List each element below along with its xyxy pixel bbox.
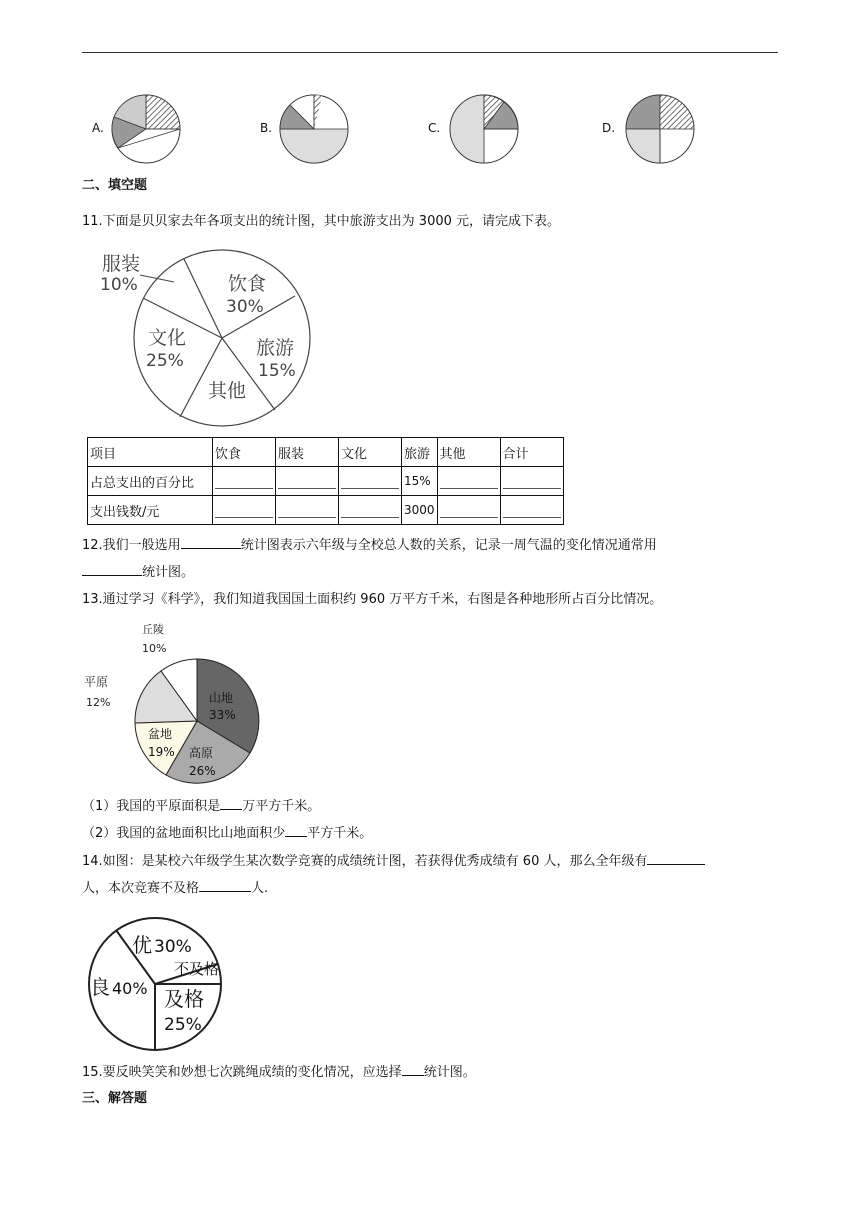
answer-blank[interactable] <box>437 467 500 496</box>
q14-line2 <box>82 879 268 898</box>
answer-blank[interactable] <box>213 496 276 525</box>
q12-text-b: 统计图表示六年级与全校总人数的关系，记录一周气温的变化情况通常用 <box>240 538 657 553</box>
q11-pct-fuzhuang: 10% <box>100 275 138 295</box>
answer-blank[interactable] <box>276 496 339 525</box>
q14-pct-you: 30% <box>154 937 192 957</box>
answer-blank[interactable] <box>220 797 242 810</box>
q14-pct-jige: 25% <box>164 1015 202 1035</box>
q11-label-qita: 其他 <box>208 380 247 402</box>
q12-line1 <box>82 536 657 555</box>
answer-blank[interactable] <box>647 852 705 865</box>
q11-pie-chart <box>88 240 328 430</box>
answer-blank[interactable] <box>276 467 339 496</box>
header-rule <box>82 52 778 53</box>
answer-blank[interactable] <box>500 467 563 496</box>
q14-label-jige: 及格 <box>164 987 204 1011</box>
q13-sub2 <box>82 824 372 843</box>
section2-heading: 二、填空题 <box>82 178 148 193</box>
option-b-label: B. <box>260 121 273 135</box>
q14-pct-liang: 40% <box>112 979 148 998</box>
answer-blank[interactable] <box>213 467 276 496</box>
q13-sub1 <box>82 797 320 816</box>
table-header-cell: 合计 <box>500 438 563 467</box>
q11-label-lvyou: 旅游 <box>256 337 295 359</box>
table-header-cell: 旅游 <box>402 438 438 467</box>
q11-label-fuzhuang: 服装 <box>102 253 141 275</box>
table-header-cell: 项目 <box>88 438 213 467</box>
q13-label-pendi: 盆地 <box>148 727 173 741</box>
q15-text-b: 统计图。 <box>423 1065 476 1080</box>
q14-text-c: 人. <box>251 881 269 896</box>
q13-pct-shandi: 33% <box>209 708 236 722</box>
table-header-cell: 饮食 <box>213 438 276 467</box>
q12-text-a: 12.我们一般选用 <box>82 538 181 553</box>
table-header-cell: 服装 <box>276 438 339 467</box>
q14-pie-chart <box>84 912 244 1052</box>
table-header-cell: 文化 <box>339 438 402 467</box>
q15-text-a: 15.要反映笑笑和妙想七次跳绳成绩的变化情况，应选择 <box>82 1065 402 1080</box>
q13-pct-gaoyuan: 26% <box>189 764 216 778</box>
option-b-pie <box>278 93 350 165</box>
q13-label-pingyuan: 平原 <box>84 675 109 689</box>
q14-label-you: 优 <box>132 933 152 957</box>
answer-blank[interactable] <box>500 496 563 525</box>
q13-pct-pendi: 19% <box>148 745 175 759</box>
q11-pct-yinshi: 30% <box>226 297 264 317</box>
answer-blank[interactable] <box>199 879 251 892</box>
answer-blank[interactable] <box>82 563 142 576</box>
option-c-label: C. <box>428 121 441 135</box>
q12-text-c: 统计图。 <box>142 565 195 580</box>
answer-blank[interactable] <box>339 467 402 496</box>
q13-label-gaoyuan: 高原 <box>189 746 214 760</box>
q11-pct-lvyou: 15% <box>258 361 296 381</box>
q13-sub2-a: （2）我国的盆地面积比山地面积少 <box>82 826 286 841</box>
table-row-label: 支出钱数/元 <box>88 496 213 525</box>
answer-blank[interactable] <box>339 496 402 525</box>
option-a-label: A. <box>92 121 104 135</box>
q13-pct-qiuling: 10% <box>142 642 167 655</box>
answer-blank[interactable] <box>285 824 307 837</box>
option-d-pie <box>624 93 696 165</box>
q11-table <box>87 437 564 525</box>
answer-blank[interactable] <box>181 536 241 549</box>
table-row-label: 占总支出的百分比 <box>88 467 213 496</box>
q15-line <box>82 1063 476 1082</box>
q11-text: 11.下面是贝贝家去年各项支出的统计图，其中旅游支出为 3000 元，请完成下表。 <box>82 214 561 229</box>
option-d-label: D. <box>602 121 616 135</box>
q13-sub1-b: 万平方千米。 <box>242 799 321 814</box>
q14-text-b: 人，本次竞赛不及格 <box>82 881 200 896</box>
q11-label-wenhua: 文化 <box>148 327 187 349</box>
q14-label-liang: 良 <box>90 975 110 999</box>
answer-blank[interactable] <box>402 1063 424 1076</box>
q14-line1 <box>82 852 705 871</box>
table-cell: 3000 <box>402 496 438 525</box>
option-a-pie <box>110 93 182 165</box>
q13-pct-pingyuan: 12% <box>86 696 111 709</box>
answer-blank[interactable] <box>437 496 500 525</box>
option-c-pie <box>448 93 520 165</box>
q14-text-a: 14.如图：是某校六年级学生某次数学竞赛的成绩统计图，若获得优秀成绩有 60 人，那么全年级有 <box>82 854 648 869</box>
table-cell: 15% <box>402 467 438 496</box>
q11-pct-wenhua: 25% <box>146 351 184 371</box>
q13-label-qiuling: 丘陵 <box>142 623 164 636</box>
q13-pie-chart <box>82 618 262 788</box>
section3-heading: 三、解答题 <box>82 1091 148 1106</box>
q12-line2 <box>82 563 194 582</box>
q14-label-bujige: 不及格 <box>174 960 220 978</box>
q13-label-shandi: 山地 <box>209 691 234 705</box>
q11-label-yinshi: 饮食 <box>228 273 267 295</box>
q13-sub1-a: （1）我国的平原面积是 <box>82 799 221 814</box>
q13-text: 13.通过学习《科学》，我们知道我国国土面积约 960 万平方千米，右图是各种地形所占百分比情况。 <box>82 592 663 607</box>
q13-sub2-b: 平方千米。 <box>307 826 373 841</box>
table-header-cell: 其他 <box>437 438 500 467</box>
